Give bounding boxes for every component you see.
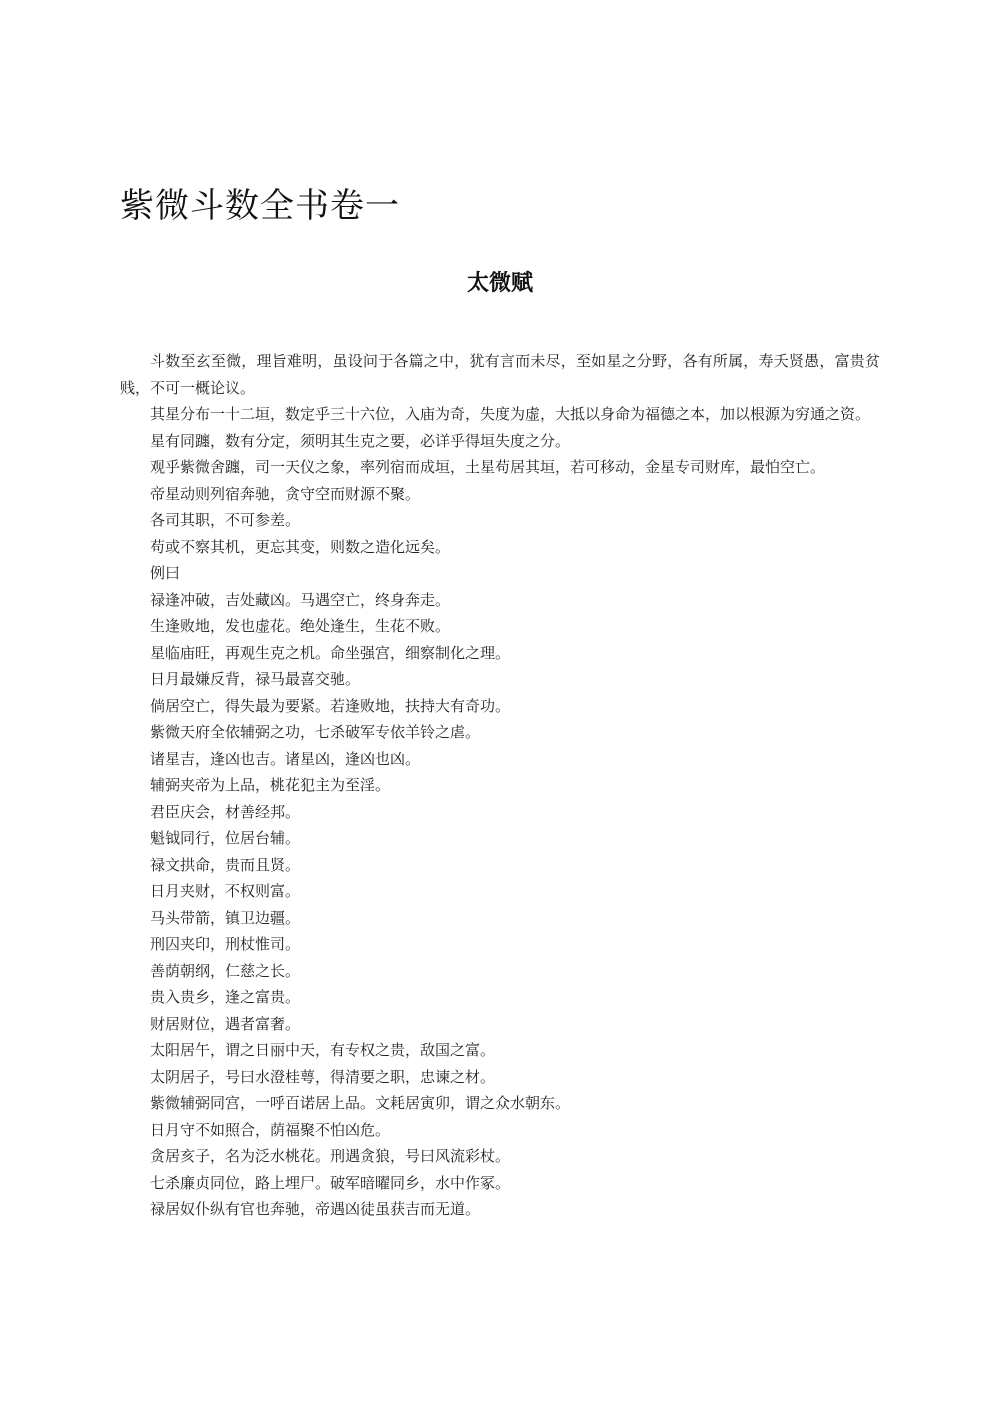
paragraph: 日月守不如照合，荫福聚不怕凶危。: [150, 1120, 391, 1139]
paragraph: 太阳居午，谓之日丽中天，有专权之贵，敌国之富。: [150, 1041, 496, 1059]
paragraph: 马头带箭，镇卫边疆。: [150, 908, 301, 927]
paragraph: 紫微辅弼同宫，一呼百诺居上品。文耗居寅卯，谓之众水朝东。: [150, 1094, 571, 1112]
paragraph: 紫微天府全依辅弼之功，七杀破军专依羊铃之虐。: [150, 723, 481, 741]
paragraph: 诸星吉，逢凶也吉。诸星凶，逢凶也凶。: [150, 749, 421, 768]
paragraph: 君臣庆会，材善经邦。: [150, 802, 301, 821]
paragraph: 贪居亥子，名为泛水桃花。刑遇贪狼，号曰风流彩杖。: [150, 1147, 511, 1165]
paragraph: 贵入贵乡，逢之富贵。: [150, 988, 301, 1006]
paragraph: 太阴居子，号曰水澄桂萼，得清要之职，忠谏之材。: [150, 1067, 496, 1086]
paragraph: 日月最嫌反背，禄马最喜交驰。: [150, 670, 361, 688]
paragraph: 七杀廉贞同位，路上埋尸。破军暗曜同乡，水中作冢。: [150, 1173, 511, 1192]
body-text: [120, 348, 880, 1223]
paragraph: 财居财位，遇者富奢。: [150, 1014, 301, 1033]
paragraph: 生逢败地，发也虚花。绝处逢生，生花不败。: [150, 617, 451, 635]
paragraph: 斗数至玄至微，理旨难明，虽设问于各篇之中，犹有言而未尽，至如星之分野，各有所属，寿夭贤愚，富贵贫贱，不可一概论议。: [120, 352, 880, 397]
paragraph: 禄居奴仆纵有官也奔驰，帝遇凶徒虽获吉而无道。: [150, 1200, 481, 1218]
paragraph: 善荫朝纲，仁慈之长。: [150, 961, 301, 980]
paragraph: 帝星动则列宿奔驰，贪守空而财源不聚。: [150, 484, 421, 503]
paragraph: 例曰: [150, 564, 181, 582]
paragraph: 苟或不察其机，更忘其变，则数之造化远矣。: [150, 537, 451, 556]
paragraph: 其星分布一十二垣，数定乎三十六位，入庙为奇，失度为虚，大抵以身命为福德之本，加以根源为穷通之资。: [150, 405, 871, 423]
section-title: 太微赋: [466, 271, 533, 296]
paragraph: 倘居空亡，得失最为要紧。若逢败地，扶持大有奇功。: [150, 696, 511, 715]
paragraph: 日月夹财，不权则富。: [150, 882, 301, 900]
paragraph: 禄文拱命，贵而且贤。: [150, 855, 301, 874]
paragraph: 星临庙旺，再观生克之机。命坐强宫，细察制化之理。: [150, 643, 511, 662]
book-title: 紫微斗数全书卷一: [120, 186, 400, 226]
paragraph: 魁钺同行，位居台辅。: [150, 829, 301, 847]
paragraph: 禄逢冲破，吉处藏凶。马遇空亡，终身奔走。: [150, 590, 451, 609]
paragraph: 观乎紫微舍躔，司一天仪之象，率列宿而成垣，土星苟居其垣，若可移动，金星专司财库，最怕空亡。: [150, 458, 826, 476]
paragraph: 辅弼夹帝为上品，桃花犯主为至淫。: [150, 776, 391, 794]
paragraph: 刑囚夹印，刑杖惟司。: [150, 935, 301, 953]
paragraph: 星有同躔，数有分定，须明其生克之要，必详乎得垣失度之分。: [150, 431, 571, 450]
paragraph: 各司其职，不可参差。: [150, 511, 301, 529]
